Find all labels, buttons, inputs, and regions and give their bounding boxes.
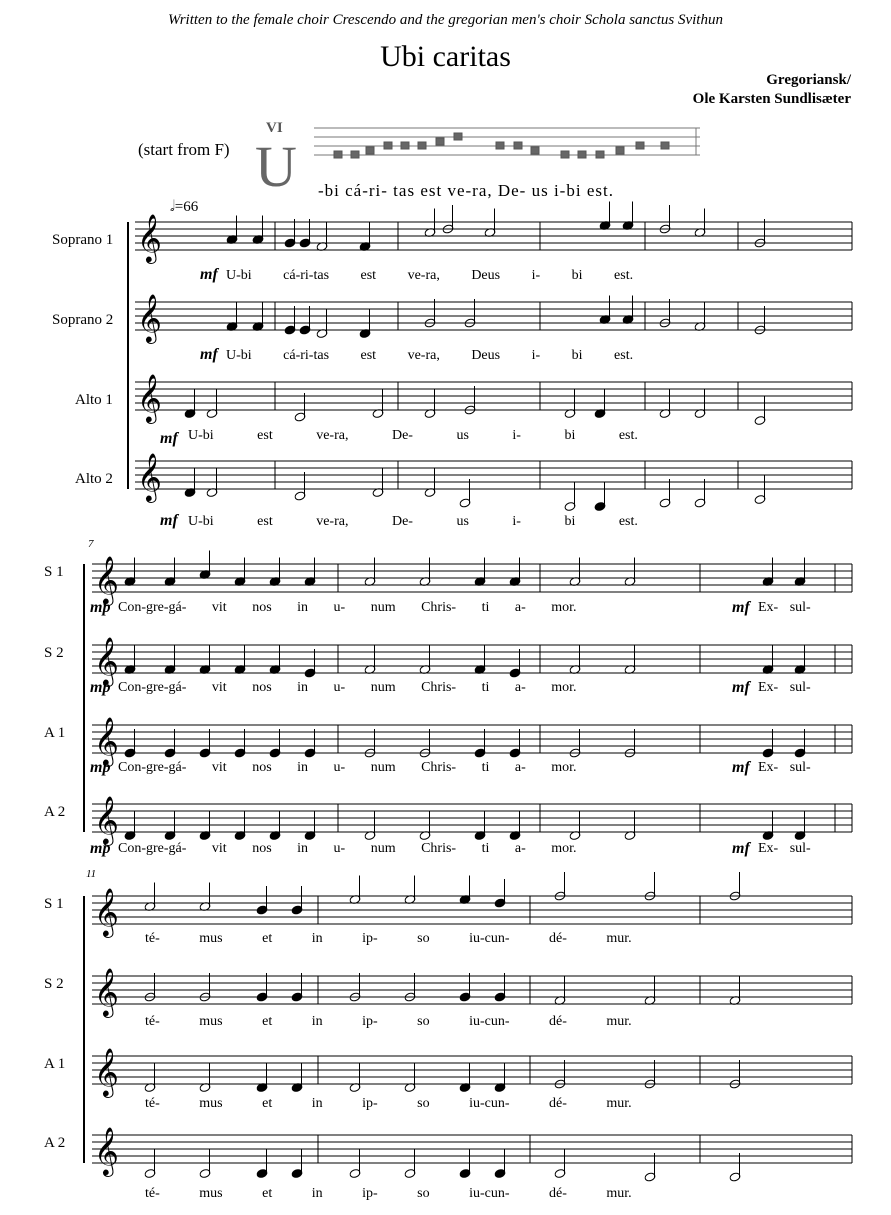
tempo-marking: 𝅗𝅥=66 bbox=[170, 199, 199, 215]
treble-clef-icon: 𝄞 bbox=[94, 967, 119, 1016]
dynamic-mark: mf bbox=[732, 759, 750, 776]
dynamic-mark: mp bbox=[90, 840, 111, 857]
dedication: Written to the female choir Crescendo and the gregorian men's choir Schola sanctus Svithun bbox=[168, 12, 723, 28]
dynamic-mark: mp bbox=[90, 679, 111, 696]
lyrics-line: Con-gre-gá- vit nos in u- num Chris- ti a- mor. bbox=[118, 680, 577, 695]
lyrics-line: U-bi est ve-ra, De- us i- bi est. bbox=[188, 428, 638, 443]
chant-neume bbox=[436, 138, 444, 145]
chant-mode: VI bbox=[266, 120, 283, 136]
treble-clef-icon: 𝄞 bbox=[94, 555, 119, 604]
lyrics-line: té- mus et in ip- so iu-cun- dé- mur. bbox=[145, 931, 632, 946]
dynamic-mark: mf bbox=[732, 840, 750, 857]
part-label-s2: S 2 bbox=[44, 976, 64, 992]
lyrics-line: U-bi est ve-ra, De- us i- bi est. bbox=[188, 514, 638, 529]
page-title: Ubi caritas bbox=[380, 40, 511, 73]
lyrics-line: Ex- sul- bbox=[758, 600, 811, 615]
dynamic-mark: mf bbox=[200, 266, 218, 283]
treble-clef-icon: 𝄞 bbox=[94, 1047, 119, 1096]
treble-clef-icon: 𝄞 bbox=[94, 1126, 119, 1175]
treble-clef-icon: 𝄞 bbox=[137, 293, 162, 342]
treble-clef-icon: 𝄞 bbox=[94, 795, 119, 844]
chant-neume bbox=[661, 142, 669, 149]
chant-text: -bi cá-ri- tas est ve-ra, De- us i-bi est. bbox=[318, 181, 614, 200]
composer-line-2: Ole Karsten Sundlisæter bbox=[692, 91, 851, 107]
part-label-alto-2: Alto 2 bbox=[75, 471, 113, 487]
chant-neume bbox=[578, 151, 586, 158]
lyrics-line: Ex- sul- bbox=[758, 760, 811, 775]
part-label-soprano-2: Soprano 2 bbox=[52, 312, 114, 328]
chant-neume bbox=[351, 151, 359, 158]
lyrics-line: U-bi cá-ri-tas est ve-ra, Deus i- bi est. bbox=[226, 268, 634, 283]
chant-neume bbox=[561, 151, 569, 158]
composer-line-1: Gregoriansk/ bbox=[766, 72, 851, 88]
dynamic-mark: mp bbox=[90, 759, 111, 776]
dynamic-mark: mf bbox=[732, 679, 750, 696]
lyrics-line: Ex- sul- bbox=[758, 841, 811, 856]
start-note: (start from F) bbox=[138, 140, 230, 159]
part-label-alto-1: Alto 1 bbox=[75, 392, 113, 408]
dynamic-mark: mf bbox=[732, 599, 750, 616]
lyrics-line: té- mus et in ip- so iu-cun- dé- mur. bbox=[145, 1186, 632, 1201]
part-label-s1: S 1 bbox=[44, 896, 64, 912]
lyrics-line: Con-gre-gá- vit nos in u- num Chris- ti a- mor. bbox=[118, 841, 577, 856]
chant-neume bbox=[384, 142, 392, 149]
part-label-a1: A 1 bbox=[44, 725, 66, 741]
treble-clef-icon: 𝄞 bbox=[137, 452, 162, 501]
dynamic-mark: mf bbox=[160, 430, 178, 447]
part-label-a2: A 2 bbox=[44, 804, 66, 820]
part-label-a2: A 2 bbox=[44, 1135, 66, 1151]
chant-neume bbox=[418, 142, 426, 149]
treble-clef-icon: 𝄞 bbox=[137, 373, 162, 422]
chant-neume bbox=[366, 147, 374, 154]
lyrics-line: té- mus et in ip- so iu-cun- dé- mur. bbox=[145, 1096, 632, 1111]
chant-neume bbox=[514, 142, 522, 149]
part-label-s2: S 2 bbox=[44, 645, 64, 661]
lyrics-line: té- mus et in ip- so iu-cun- dé- mur. bbox=[145, 1014, 632, 1029]
chant-initial: U bbox=[255, 134, 297, 199]
chant-neume bbox=[334, 151, 342, 158]
chant-neume bbox=[401, 142, 409, 149]
chant-neume bbox=[636, 142, 644, 149]
chant-neume bbox=[616, 147, 624, 154]
treble-clef-icon: 𝄞 bbox=[94, 887, 119, 936]
measure-number: 11 bbox=[86, 868, 97, 880]
chant-neume bbox=[496, 142, 504, 149]
treble-clef-icon: 𝄞 bbox=[137, 213, 162, 262]
half-note-icon: 𝅗𝅥 bbox=[170, 199, 175, 215]
lyrics-line: Ex- sul- bbox=[758, 680, 811, 695]
treble-clef-icon: 𝄞 bbox=[94, 636, 119, 685]
dynamic-mark: mp bbox=[90, 599, 111, 616]
lyrics-line: Con-gre-gá- vit nos in u- num Chris- ti a- mor. bbox=[118, 760, 577, 775]
chant-neume bbox=[596, 151, 604, 158]
chant-neume bbox=[531, 147, 539, 154]
treble-clef-icon: 𝄞 bbox=[94, 716, 119, 765]
chant-neume bbox=[454, 133, 462, 140]
dynamic-mark: mf bbox=[160, 512, 178, 529]
part-label-a1: A 1 bbox=[44, 1056, 66, 1072]
measure-number: 7 bbox=[88, 538, 94, 550]
part-label-soprano-1: Soprano 1 bbox=[52, 232, 114, 248]
part-label-s1: S 1 bbox=[44, 564, 64, 580]
lyrics-line: Con-gre-gá- vit nos in u- num Chris- ti a- mor. bbox=[118, 600, 577, 615]
lyrics-line: U-bi cá-ri-tas est ve-ra, Deus i- bi est. bbox=[226, 348, 634, 363]
dynamic-mark: mf bbox=[200, 346, 218, 363]
